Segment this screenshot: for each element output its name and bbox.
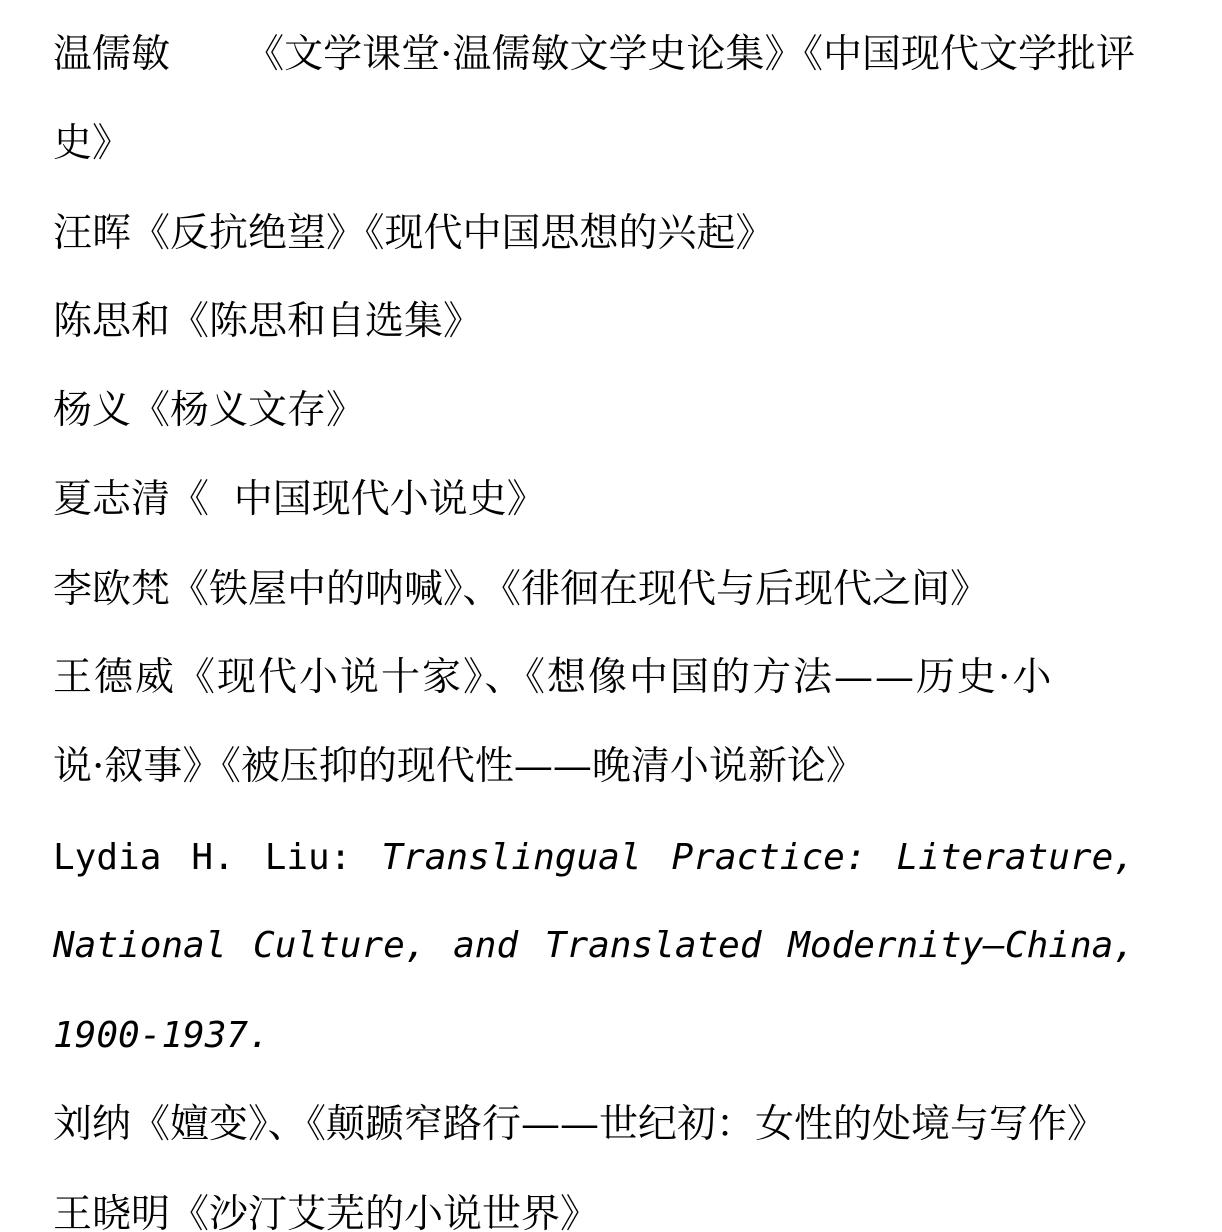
work-titles: 《文学课堂·温儒敏文学史论集》《中国现代文学批评 [245, 32, 1135, 77]
book-title-word: Culture, [253, 925, 427, 966]
book-title-word: Practice: [671, 837, 867, 878]
book-title-word: Modernity—China, [788, 925, 1135, 966]
reference-line-wang-xiaoming: 王晓明《沙汀艾芜的小说世界》 [53, 1192, 600, 1232]
book-title-word: and [453, 925, 519, 966]
reference-line-continuation: 1900-1937. [53, 1015, 270, 1056]
reference-line-wang-hui: 汪晖《反抗绝望》《现代中国思想的兴起》 [53, 211, 775, 256]
book-title-word: National [53, 925, 227, 966]
reference-line-continuation: 说·叙事》《被压抑的现代性——晚清小说新论》 [53, 744, 865, 789]
reference-line-li-oufan: 李欧梵《铁屋中的呐喊》、《徘徊在现代与后现代之间》 [53, 567, 990, 612]
author-name: 温儒敏 [53, 32, 171, 77]
reference-line-wang-dewei: 王德威《现代小说十家》、《想像中国的方法——历史·小 [53, 655, 1054, 700]
reference-line-lydia-liu [53, 828, 1135, 888]
reference-line-yang-yi: 杨义《杨义文存》 [53, 388, 366, 433]
document-page [53, 0, 1135, 1232]
reference-line-continuation: 史》 [53, 121, 132, 166]
book-title-word: Translingual [381, 837, 642, 878]
reference-line-wen-rumin [53, 25, 1135, 85]
author-first-name: Lydia [53, 837, 162, 878]
reference-line-chen-sihe: 陈思和《陈思和自选集》 [53, 299, 483, 344]
author-last-name: Liu: [264, 837, 352, 878]
book-title-word: Literature, [896, 837, 1135, 878]
author-initial: H. [191, 837, 235, 878]
book-title-word: Translated [544, 925, 762, 966]
reference-line-continuation [53, 916, 1135, 976]
reference-line-xia-zhiqing: 夏志清《 中国现代小说史》 [53, 477, 546, 522]
reference-line-liu-na: 刘纳《嬗变》、《颠踬窄路行——世纪初：女性的处境与写作》 [53, 1102, 1107, 1147]
